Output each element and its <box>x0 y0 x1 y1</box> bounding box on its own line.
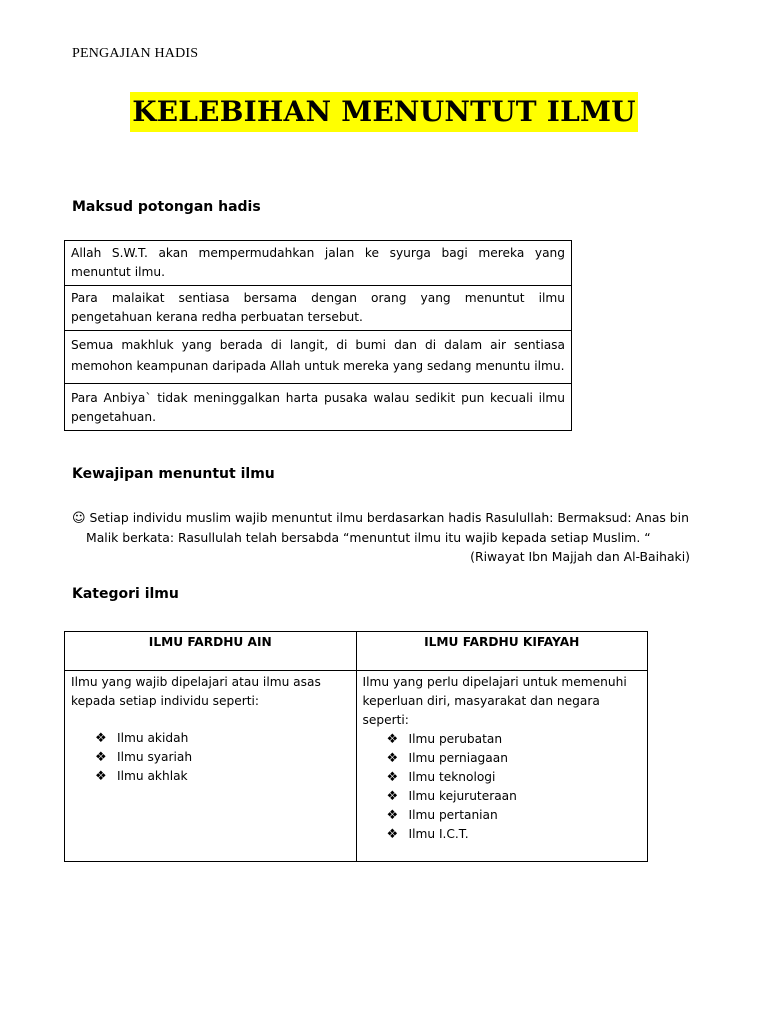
list-item-label: Ilmu akhlak <box>117 769 188 783</box>
meaning-cell: Para Anbiya` tidak meninggalkan harta pusaka walau sedikit pun kecuali ilmu pengetahuan. <box>65 384 572 431</box>
fardhu-ain-description: Ilmu yang wajib dipelajari atau ilmu asas kepada setiap individu seperti: <box>71 675 321 708</box>
diamond-bullet-icon: ❖ <box>386 732 399 747</box>
list-item-label: Ilmu perubatan <box>408 732 503 746</box>
list-item-label: Ilmu syariah <box>117 750 193 764</box>
title-container <box>0 92 768 132</box>
meaning-cell: Semua makhluk yang berada di langit, di bumi dan di dalam air sentiasa memohon keampunan daripada Allah untuk mereka yang sedang menuntu ilmu. <box>65 331 572 384</box>
diamond-bullet-icon: ❖ <box>95 750 107 765</box>
categories-heading: Kategori ilmu <box>72 586 179 602</box>
fardhu-ain-cell <box>65 671 357 862</box>
meaning-table <box>64 240 572 431</box>
list-item <box>95 767 350 786</box>
obligation-line-1: Setiap individu muslim wajib menuntut ilmu berdasarkan hadis Rasulullah: Bermaksud: Anas bin <box>89 510 689 525</box>
smiley-icon: ☺ <box>72 511 86 526</box>
fardhu-kifayah-description: Ilmu yang perlu dipelajari untuk memenuhi keperluan diri, masyarakat dan negara seperti: <box>362 675 627 727</box>
list-item-label: Ilmu teknologi <box>408 770 496 784</box>
list-item <box>387 806 642 825</box>
table-row <box>65 384 572 431</box>
list-item <box>387 768 642 787</box>
list-item-label: Ilmu pertanian <box>408 808 498 822</box>
obligation-line-2: Malik berkata: Rasullulah telah bersabda “menuntut ilmu itu wajib kepada setiap Muslim. “ <box>86 530 651 545</box>
list-item-label: Ilmu I.C.T. <box>408 827 469 841</box>
category-table <box>64 631 648 862</box>
table-row <box>65 241 572 286</box>
diamond-bullet-icon: ❖ <box>95 769 107 784</box>
hadith-source: (Riwayat Ibn Majjah dan Al-Baihaki) <box>470 549 690 564</box>
list-item <box>387 730 642 749</box>
list-item <box>387 749 642 768</box>
table-header-row <box>65 632 648 671</box>
table-row <box>65 671 648 862</box>
obligation-paragraph <box>72 508 692 566</box>
fardhu-kifayah-cell <box>356 671 648 862</box>
document-header-label: PENGAJIAN HADIS <box>72 46 199 61</box>
table-row <box>65 286 572 331</box>
fardhu-kifayah-list <box>363 730 642 844</box>
obligation-heading: Kewajipan menuntut ilmu <box>72 466 275 482</box>
diamond-bullet-icon: ❖ <box>386 789 399 804</box>
list-item <box>95 748 350 767</box>
meaning-cell: Para malaikat sentiasa bersama dengan orang yang menuntut ilmu pengetahuan kerana redha perbuatan tersebut. <box>65 286 572 331</box>
spacer <box>71 711 350 729</box>
diamond-bullet-icon: ❖ <box>386 827 399 842</box>
fardhu-ain-list <box>71 729 350 786</box>
document-title: KELEBIHAN MENUNTUT ILMU <box>130 92 638 132</box>
list-item <box>95 729 350 748</box>
table-row <box>65 331 572 384</box>
list-item <box>387 825 642 844</box>
meaning-cell: Allah S.W.T. akan mempermudahkan jalan ke syurga bagi mereka yang menuntut ilmu. <box>65 241 572 286</box>
fardhu-kifayah-header: ILMU FARDHU KIFAYAH <box>356 632 648 671</box>
diamond-bullet-icon: ❖ <box>386 751 399 766</box>
diamond-bullet-icon: ❖ <box>386 808 399 823</box>
diamond-bullet-icon: ❖ <box>386 770 399 785</box>
meaning-heading: Maksud potongan hadis <box>72 199 261 215</box>
list-item <box>387 787 642 806</box>
obligation-line <box>72 508 692 528</box>
list-item-label: Ilmu akidah <box>117 731 189 745</box>
list-item-label: Ilmu kejuruteraan <box>408 789 517 803</box>
diamond-bullet-icon: ❖ <box>95 731 107 746</box>
list-item-label: Ilmu perniagaan <box>408 751 508 765</box>
fardhu-ain-header: ILMU FARDHU AIN <box>65 632 357 671</box>
